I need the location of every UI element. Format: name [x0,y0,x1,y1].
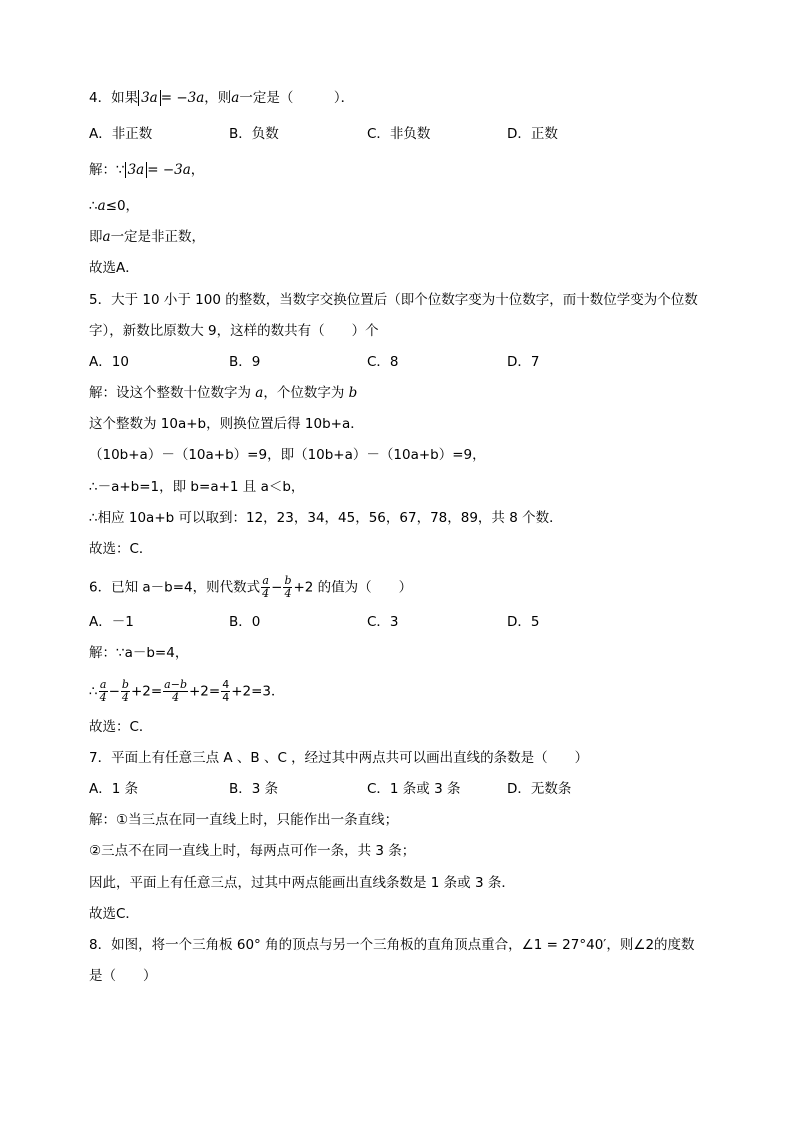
q6-option-d: D．5 [507,614,540,630]
q5-solution-4: ∴－a+b=1，即 b=a+1 且 a＜b， [89,479,305,495]
q7-solution-3: 因此，平面上有任意三点，过其中两点能画出直线条数是 1 条或 3 条． [89,875,515,891]
q7-option-b: B．3 条 [229,781,279,797]
q4-option-d: D．正数 [507,126,558,142]
q4-solution-1: 解：∵ 3a = −3a， [89,162,205,178]
q5-option-a: A．10 [89,354,129,370]
q6-solution-1: 解：∵a－b=4， [89,645,189,661]
q7-solution-1: 解：①当三点在同一直线上时，只能作出一条直线； [89,812,399,828]
q7-option-d: D．无数条 [507,781,572,797]
q6-option-a: A．－1 [89,614,134,630]
q5-answer: 故选：C． [89,541,153,557]
q7-option-a: A．1 条 [89,781,139,797]
q6-stem: 6．已知 a－b=4，则代数式 $\frac{a}{4}$ − $\frac{b}{4}$ +2 的值为（ ） [89,574,413,600]
q5-solution-3: （10b+a）－（10a+b）=9，即（10b+a）－（10a+b）=9， [89,447,486,463]
q5-option-d: D．7 [507,354,540,370]
q5-solution-1: 解：设这个整数十位数字为 a，个位数字为 b [89,385,358,401]
abs-value: 3a [138,90,161,106]
q7-stem: 7．平面上有任意三点 A 、B 、C ，经过其中两点共可以画出直线的条数是（ ） [89,750,589,766]
q5-option-b: B．9 [229,354,261,370]
q8-stem-line2: 是（ ） [89,968,157,984]
q4-option-b: B．负数 [229,126,279,142]
q6-solution-2: ∴ $\frac{a}{4}$ − $\frac{b}{4}$ +2= $\frac{a-b}{4}$ +2= $\frac{4}{4}$ +2=3． [89,678,285,704]
q4-option-c: C．非负数 [367,126,431,142]
q4-stem: 4．如果 3a = −3a，则a一定是（ ）． [89,90,355,106]
q7-option-c: C．1 条或 3 条 [367,781,461,797]
q6-option-b: B．0 [229,614,261,630]
q4-option-a: A．非正数 [89,126,153,142]
q5-option-c: C．8 [367,354,399,370]
q7-solution-2: ②三点不在同一直线上时，每两点可作一条，共 3 条； [89,843,416,859]
fraction-b-over-4: $\frac{b}{4}$ [284,574,292,600]
q7-answer: 故选C． [89,906,139,922]
q5-stem-line1: 5．大于 10 小于 100 的整数，当数字交换位置后（即个位数字变为十位数字，而十数位学变为个位数 [89,292,698,308]
q5-stem-line2: 字），新数比原数大 9，这样的数共有（ ）个 [89,323,379,339]
q6-answer: 故选：C． [89,719,153,735]
fraction-a-over-4: $\frac{a}{4}$ [262,574,270,600]
q5-solution-2: 这个整数为 10a+b，则换位置后得 10b+a． [89,416,364,432]
q8-stem-line1: 8．如图，将一个三角板 60° 角的顶点与另一个三角板的直角顶点重合，∠1 = 27°40′，则∠2的度数 [89,937,695,953]
q5-solution-5: ∴相应 10a+b 可以取到：12，23，34，45，56，67，78，89，共 8 个数． [89,510,563,526]
q4-solution-2: ∴a≤0， [89,198,140,214]
q4-answer: 故选A． [89,260,139,276]
q6-option-c: C．3 [367,614,399,630]
q4-solution-3: 即a一定是非正数， [89,229,206,245]
